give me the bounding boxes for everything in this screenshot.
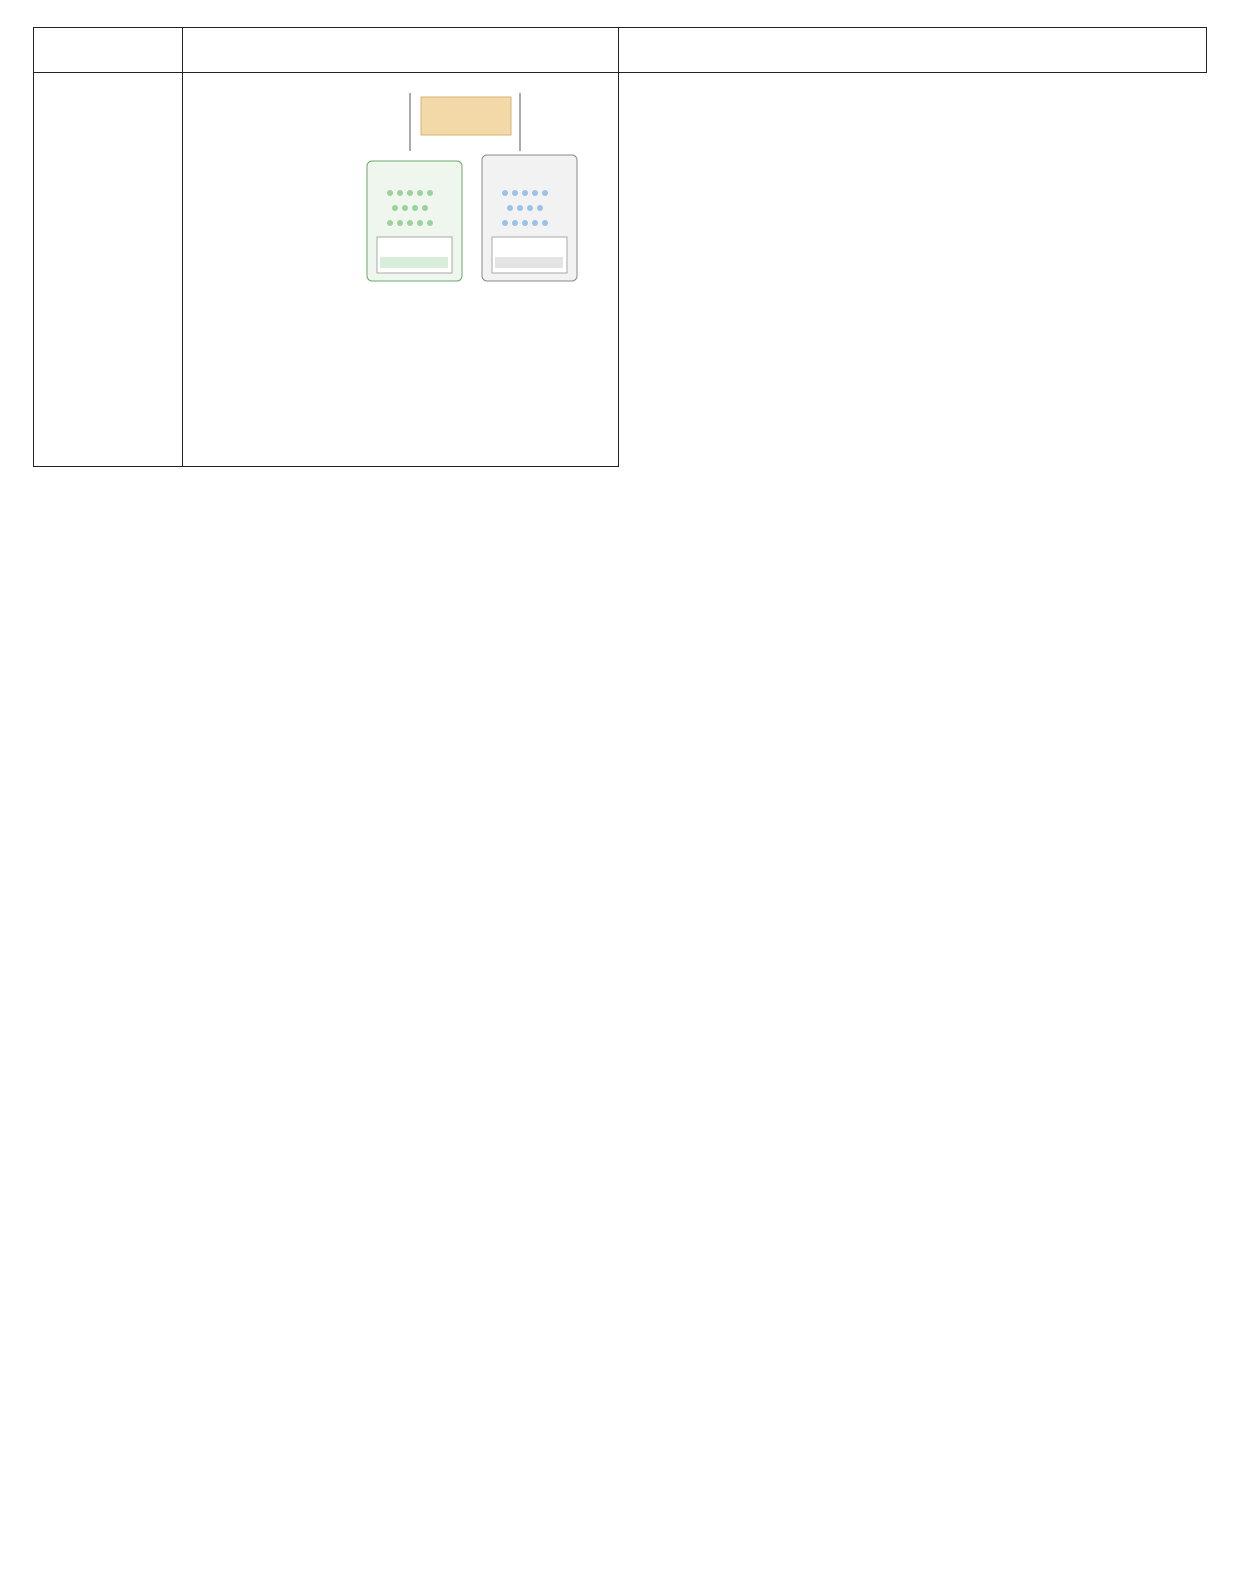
header-row <box>34 28 1207 73</box>
header-col-rlhf <box>183 28 619 73</box>
header-col-ml <box>619 28 1207 73</box>
header-corner <box>34 28 183 73</box>
row-framework <box>34 73 1207 467</box>
prompts-dataset-box <box>421 97 511 135</box>
rlhf-diagram <box>185 73 615 373</box>
row-label-framework <box>34 73 183 467</box>
comparison-table <box>33 27 1207 467</box>
framework-rlhf-cell <box>183 73 619 467</box>
